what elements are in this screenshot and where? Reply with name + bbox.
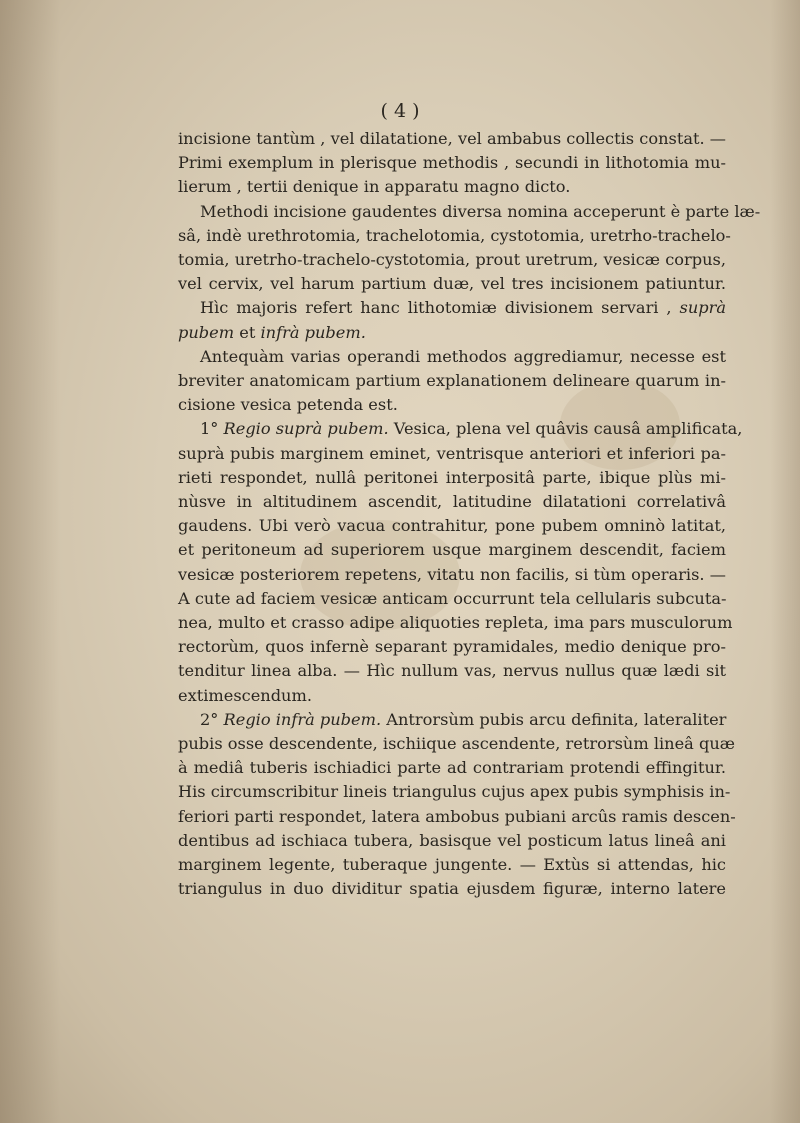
italic-text: infrà pubem. xyxy=(260,322,366,342)
text-line xyxy=(178,151,726,175)
page-shadow-left xyxy=(0,0,60,1123)
page-number: ( 4 ) xyxy=(380,100,420,122)
text-line xyxy=(178,321,726,345)
text-line xyxy=(178,877,726,901)
line-text: nea, multo et crasso adipe aliquoties repleta, ima pars musculorum xyxy=(178,613,733,633)
text-line xyxy=(178,805,736,829)
line-text: tomia, uretrho-trachelo-cystotomia, prout uretrum, vesicæ corpus, xyxy=(178,250,726,270)
body-text xyxy=(178,127,761,902)
line-text: breviter anatomicam partium explanationem delineare quarum in- xyxy=(178,371,726,391)
line-text: gaudens. Ubi verò vacua contrahitur, pone pubem omninò latitat, xyxy=(178,516,726,536)
text-line xyxy=(178,538,726,562)
italic-text: Regio suprà pubem. xyxy=(223,419,389,439)
line-text: marginem legente, tuberaque jungente. — Extùs si attendas, hic xyxy=(178,855,726,875)
text-line xyxy=(178,635,726,659)
text-line xyxy=(178,224,731,248)
line-text: Primi exemplum in plerisque methodis , secundi in lithotomia mu- xyxy=(178,153,726,173)
text-line xyxy=(178,756,726,780)
line-text: triangulus in duo dividitur spatia ejusdem figuræ, interno latere xyxy=(178,879,726,899)
italic-text: Regio infrà pubem. xyxy=(223,709,382,729)
line-text: sâ, indè urethrotomia, trachelotomia, cystotomia, uretrho-trachelo- xyxy=(178,225,731,245)
line-text: cisione vesica petenda est. xyxy=(178,395,398,415)
text-line xyxy=(178,466,726,490)
line-text: incisione tantùm , vel dilatatione, vel ambabus collectis constat. — xyxy=(178,129,726,148)
text-line xyxy=(178,563,726,587)
text-line xyxy=(178,684,726,708)
text-line xyxy=(178,345,726,369)
line-text: rectorùm, quos infernè separant pyramidales, medio denique pro- xyxy=(178,637,726,657)
line-text: Antequàm varias operandi methodos aggrediamur, necesse est xyxy=(200,346,726,366)
line-text: pubis osse descendente, ischiique ascendente, retrorsùm lineâ quæ xyxy=(178,734,735,754)
line-text: His circumscribitur lineis triangulus cujus apex pubis symphisis in- xyxy=(178,782,731,802)
line-text: A cute ad faciem vesicæ anticam occurrunt tela cellularis subcuta- xyxy=(178,588,727,608)
line-text: dentibus ad ischiaca tubera, basisque vel posticum latus lineâ ani xyxy=(178,830,726,850)
line-text: Antrorsùm pubis arcu definita, lateraliter xyxy=(381,709,727,729)
text-line xyxy=(178,490,726,514)
line-text: nùsve in altitudinem ascendit, latitudine dilatationi correlativâ xyxy=(178,492,726,512)
line-text: vel cervix, vel harum partium duæ, vel tres incisionem patiuntur. xyxy=(178,274,726,294)
line-text: vesicæ posteriorem repetens, vitatu non facilis, si tùm operaris. — xyxy=(178,564,726,584)
text-line xyxy=(178,829,726,853)
text-line xyxy=(178,708,726,732)
text-line xyxy=(178,248,726,272)
text-line xyxy=(178,587,726,611)
line-text: 2° xyxy=(200,709,224,729)
line-text: Vesica, plena vel quâvis causâ amplificata, xyxy=(388,419,743,439)
text-line xyxy=(178,200,761,224)
text-line xyxy=(178,127,726,151)
line-text: et xyxy=(234,322,261,342)
text-line xyxy=(178,417,743,441)
text-line xyxy=(178,780,731,804)
line-text: suprà pubis marginem eminet, ventrisque anteriori et inferiori pa- xyxy=(178,443,726,463)
text-line xyxy=(178,659,726,683)
page-shadow-right xyxy=(770,0,800,1123)
text-line xyxy=(178,369,726,393)
line-text: 1° xyxy=(200,419,224,439)
text-line xyxy=(178,853,726,877)
text-line xyxy=(178,611,733,635)
line-text: rieti respondet, nullâ peritonei interpositâ parte, ibique plùs mi- xyxy=(178,467,726,487)
line-text: tenditur linea alba. — Hìc nullum vas, nervus nullus quæ lædi sit xyxy=(178,661,726,681)
line-text: lierum , tertii denique in apparatu magno dicto. xyxy=(178,177,571,197)
line-text: extimescendum. xyxy=(178,685,312,705)
line-text: à mediâ tuberis ischiadici parte ad contrariam protendi effingitur. xyxy=(178,758,726,778)
text-line xyxy=(178,514,726,538)
text-line xyxy=(178,296,726,320)
line-text: Methodi incisione gaudentes diversa nomina acceperunt è parte læ- xyxy=(200,201,761,221)
text-line xyxy=(178,732,735,756)
text-line xyxy=(178,175,726,199)
line-text: Hìc majoris refert hanc lithotomiæ divisionem servari , xyxy=(200,298,680,318)
text-line xyxy=(178,393,726,417)
line-text: et peritoneum ad superiorem usque marginem descendit, faciem xyxy=(178,540,726,560)
italic-text: suprà xyxy=(679,298,726,318)
text-line xyxy=(178,272,726,296)
text-line xyxy=(178,442,726,466)
italic-text: pubem xyxy=(178,322,235,342)
line-text: feriori parti respondet, latera ambobus pubiani arcûs ramis descen- xyxy=(178,806,736,826)
